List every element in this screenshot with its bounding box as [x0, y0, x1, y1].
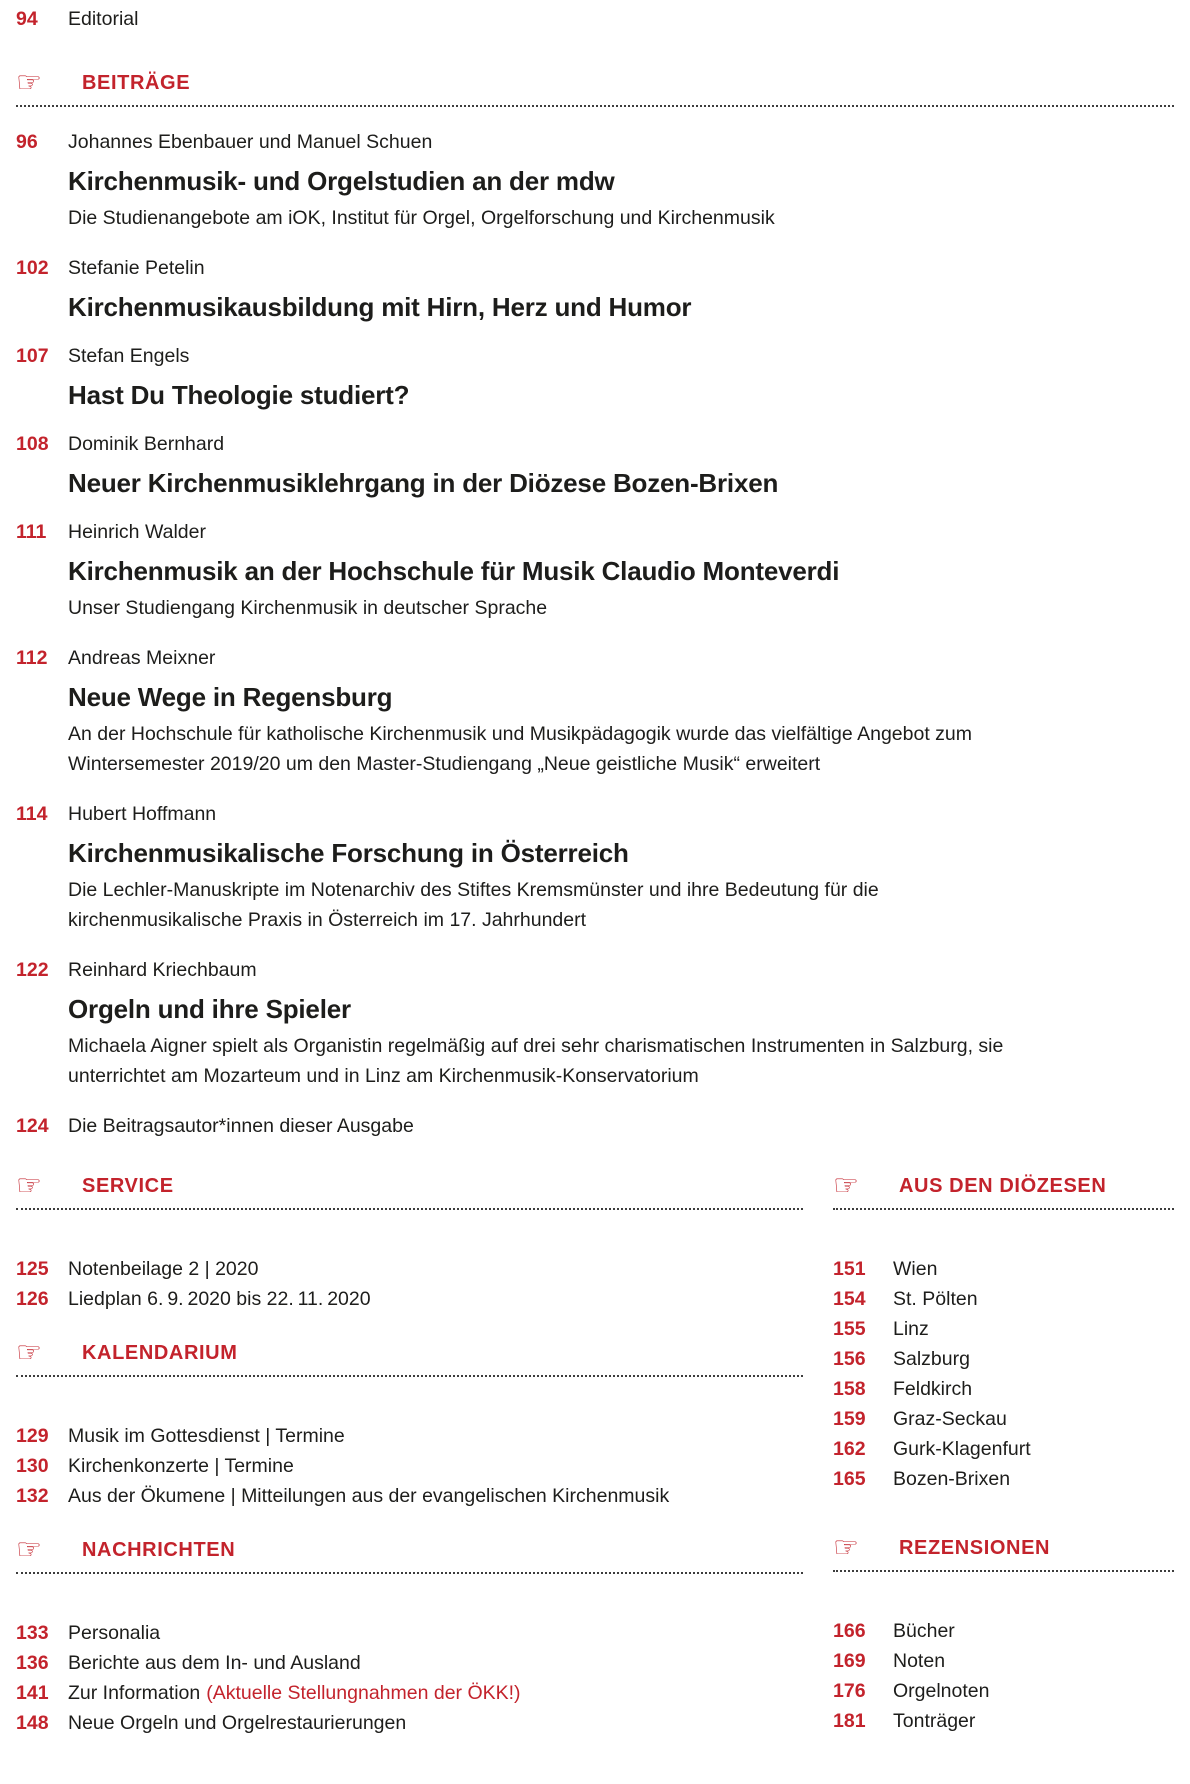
toc-item-list — [833, 1254, 1174, 1494]
toc-item[interactable] — [833, 1284, 1174, 1314]
page-number: 125 — [16, 1258, 49, 1280]
toc-item[interactable] — [16, 1284, 803, 1314]
entry-title: Neue Wege in Regensburg — [68, 682, 393, 712]
section-kalendarium — [16, 1335, 803, 1511]
page-number: 107 — [16, 345, 49, 367]
toc-item-label: Die Beitragsautor*innen dieser Ausgabe — [68, 1115, 414, 1137]
section-beitraege — [16, 65, 1174, 1137]
toc-item[interactable] — [833, 1404, 1174, 1434]
entry-title: Kirchenmusikalische Forschung in Österreich — [68, 838, 629, 868]
dotted-rule — [16, 1572, 803, 1574]
manicule-icon: ☞ — [16, 65, 42, 99]
toc-entry[interactable] — [16, 345, 1174, 409]
toc-item[interactable] — [16, 1421, 803, 1451]
toc-entry[interactable] — [16, 521, 1174, 623]
page-number: 130 — [16, 1455, 49, 1477]
toc-item[interactable] — [16, 1254, 803, 1284]
page-number: 176 — [833, 1680, 866, 1702]
toc-item[interactable] — [16, 1618, 803, 1648]
page-number: 111 — [16, 521, 47, 543]
toc-item-label: Linz — [893, 1318, 929, 1340]
toc-item[interactable] — [833, 1314, 1174, 1344]
manicule-icon: ☞ — [833, 1530, 859, 1564]
dotted-rule — [16, 1375, 803, 1377]
toc-item-label: Kirchenkonzerte | Termine — [68, 1455, 294, 1477]
toc-item-label: Liedplan 6. 9. 2020 bis 22. 11. 2020 — [68, 1288, 371, 1310]
page-number: 102 — [16, 257, 49, 279]
entry-author: Stefan Engels — [68, 345, 190, 367]
page-number: 124 — [16, 1115, 49, 1137]
page-number: 108 — [16, 433, 49, 455]
toc-item-list — [16, 1618, 803, 1738]
toc-item[interactable] — [833, 1374, 1174, 1404]
toc-item-label: Feldkirch — [893, 1378, 973, 1400]
toc-item-label: Notenbeilage 2 | 2020 — [68, 1258, 259, 1280]
toc-item-list — [16, 1254, 803, 1314]
page-number: 129 — [16, 1425, 49, 1447]
page-number: 155 — [833, 1318, 866, 1340]
page-number: 114 — [16, 803, 48, 825]
entry-title: Hast Du Theologie studiert? — [68, 380, 410, 410]
page-number: 112 — [16, 647, 48, 669]
toc-item[interactable] — [16, 1481, 803, 1511]
section-header — [833, 1530, 1174, 1564]
page-number: 159 — [833, 1408, 866, 1430]
section-header — [16, 1168, 803, 1202]
toc-item-label: Wien — [893, 1258, 938, 1280]
toc-item-label: Tonträger — [893, 1710, 976, 1732]
toc-item[interactable] — [833, 1616, 1174, 1646]
entry-list — [16, 131, 1174, 1137]
toc-item[interactable] — [16, 1708, 803, 1738]
page-number: 136 — [16, 1652, 49, 1674]
manicule-icon: ☞ — [16, 1335, 42, 1369]
toc-item[interactable] — [833, 1254, 1174, 1284]
dotted-rule — [833, 1208, 1174, 1210]
entry-title: Neuer Kirchenmusiklehrgang in der Diözese Bozen-Brixen — [68, 468, 779, 498]
entry-author: Heinrich Walder — [68, 521, 206, 543]
toc-item-label: Aus der Ökumene | Mitteilungen aus der evangelischen Kirchenmusik — [68, 1485, 670, 1507]
toc-item-label: Orgelnoten — [893, 1680, 990, 1702]
entry-author: Hubert Hoffmann — [68, 803, 217, 825]
toc-entry[interactable] — [16, 433, 1174, 497]
section-header — [833, 1168, 1174, 1202]
toc-item-label: Graz-Seckau — [893, 1408, 1007, 1430]
section-header — [16, 1335, 803, 1369]
page-number: 151 — [833, 1258, 866, 1280]
toc-item[interactable] — [833, 1676, 1174, 1706]
entry-subtitle: Michaela Aigner spielt als Organistin regelmäßig auf drei sehr charismatischen Instrumenten in Salzburg, sie unterrichtet am Mozarteum und in Linz am Kirchenmusik-Konservatorium — [68, 1035, 1004, 1087]
section-title: AUS DEN DIÖZESEN — [899, 1174, 1107, 1197]
section-header — [16, 65, 1174, 99]
entry-author: Stefanie Petelin — [68, 257, 205, 279]
toc-item[interactable] — [833, 1434, 1174, 1464]
page-number: 154 — [833, 1288, 866, 1310]
entry-title: Kirchenmusikausbildung mit Hirn, Herz und Humor — [68, 292, 692, 322]
toc-entry[interactable] — [16, 647, 1174, 779]
page-number: 162 — [833, 1438, 866, 1460]
toc-item-list — [833, 1616, 1174, 1736]
toc-item-label: Salzburg — [893, 1348, 970, 1370]
section-title: KALENDARIUM — [82, 1341, 238, 1364]
toc-entry[interactable] — [16, 131, 1174, 233]
toc-item[interactable] — [16, 1451, 803, 1481]
page-number: 169 — [833, 1650, 866, 1672]
toc-entry[interactable] — [16, 959, 1174, 1091]
page-number: 156 — [833, 1348, 866, 1370]
toc-item-label: Neue Orgeln und Orgelrestaurierungen — [68, 1712, 407, 1734]
toc-item[interactable] — [833, 1344, 1174, 1374]
toc-item-label: Personalia — [68, 1622, 161, 1644]
entry-author: Johannes Ebenbauer und Manuel Schuen — [68, 131, 433, 153]
page-number: 165 — [833, 1468, 866, 1490]
page-number: 141 — [16, 1682, 49, 1704]
entry-title: Kirchenmusik- und Orgelstudien an der mdw — [68, 166, 615, 196]
entry-author: Andreas Meixner — [68, 647, 216, 669]
toc-item-editorial[interactable] — [16, 8, 1174, 30]
toc-item-authors[interactable] — [16, 1115, 1174, 1137]
section-title: SERVICE — [82, 1174, 174, 1197]
section-title: REZENSIONEN — [899, 1536, 1051, 1559]
toc-item-label: Gurk-Klagenfurt — [893, 1438, 1031, 1460]
toc-item-label: Noten — [893, 1650, 946, 1672]
toc-item-label: Editorial — [68, 8, 139, 30]
manicule-icon: ☞ — [16, 1168, 42, 1202]
toc-item[interactable] — [833, 1646, 1174, 1676]
page-number: 133 — [16, 1622, 49, 1644]
dotted-rule — [833, 1570, 1174, 1572]
page-number: 132 — [16, 1485, 49, 1507]
toc-item-label: Bozen-Brixen — [893, 1468, 1011, 1490]
toc-item-label: Musik im Gottesdienst | Termine — [68, 1425, 345, 1447]
lower-columns — [16, 1168, 1174, 1738]
page-number: 181 — [833, 1710, 866, 1732]
toc-item-label: St. Pölten — [893, 1288, 978, 1310]
entry-subtitle: An der Hochschule für katholische Kirchenmusik und Musikpädagogik wurde das vielfältige Angebot zum Wintersemester 2019/20 um den Master-Studiengang „Neue geistliche Musik“ erweitert — [68, 723, 972, 775]
page-number: 158 — [833, 1378, 866, 1400]
right-column — [833, 1168, 1174, 1736]
section-title: NACHRICHTEN — [82, 1538, 236, 1561]
toc-entry[interactable] — [16, 257, 1174, 321]
left-column — [16, 1168, 803, 1738]
section-nachrichten — [16, 1532, 803, 1738]
page-number: 148 — [16, 1712, 49, 1734]
toc-item-label: Bücher — [893, 1620, 955, 1642]
section-dioezesen — [833, 1168, 1174, 1494]
page-number: 94 — [16, 8, 38, 30]
entry-subtitle: Die Lechler-Manuskripte im Notenarchiv des Stiftes Kremsmünster und ihre Bedeutung für die kirchenmusikalische Praxis in Österreich im 17. Jahrhundert — [68, 879, 879, 931]
section-header — [16, 1532, 803, 1566]
manicule-icon: ☞ — [16, 1532, 42, 1566]
toc-item[interactable] — [16, 1648, 803, 1678]
toc-item[interactable] — [833, 1464, 1174, 1494]
page-number: 96 — [16, 131, 38, 153]
entry-author: Reinhard Kriechbaum — [68, 959, 257, 981]
dotted-rule — [16, 105, 1174, 107]
toc-item[interactable] — [16, 1678, 803, 1708]
entry-subtitle: Unser Studiengang Kirchenmusik in deutscher Sprache — [68, 597, 548, 619]
entry-author: Dominik Bernhard — [68, 433, 225, 455]
page-number: 166 — [833, 1620, 866, 1642]
toc-item-label: Berichte aus dem In- und Ausland — [68, 1652, 361, 1674]
toc-item[interactable] — [833, 1706, 1174, 1736]
page-number: 126 — [16, 1288, 49, 1310]
manicule-icon: ☞ — [833, 1168, 859, 1202]
entry-title: Kirchenmusik an der Hochschule für Musik Claudio Monteverdi — [68, 556, 840, 586]
toc-item-list — [16, 1421, 803, 1511]
section-rezensionen — [833, 1530, 1174, 1736]
toc-item-label: Zur Information (Aktuelle Stellungnahmen der ÖKK!) — [68, 1682, 521, 1704]
entry-subtitle: Die Studienangebote am iOK, Institut für Orgel, Orgelforschung und Kirchenmusik — [68, 207, 775, 229]
dotted-rule — [16, 1208, 803, 1210]
page-number: 122 — [16, 959, 49, 981]
section-title: BEITRÄGE — [82, 71, 191, 94]
section-service — [16, 1168, 803, 1314]
entry-title: Orgeln und ihre Spieler — [68, 994, 351, 1024]
toc-entry[interactable] — [16, 803, 1174, 935]
